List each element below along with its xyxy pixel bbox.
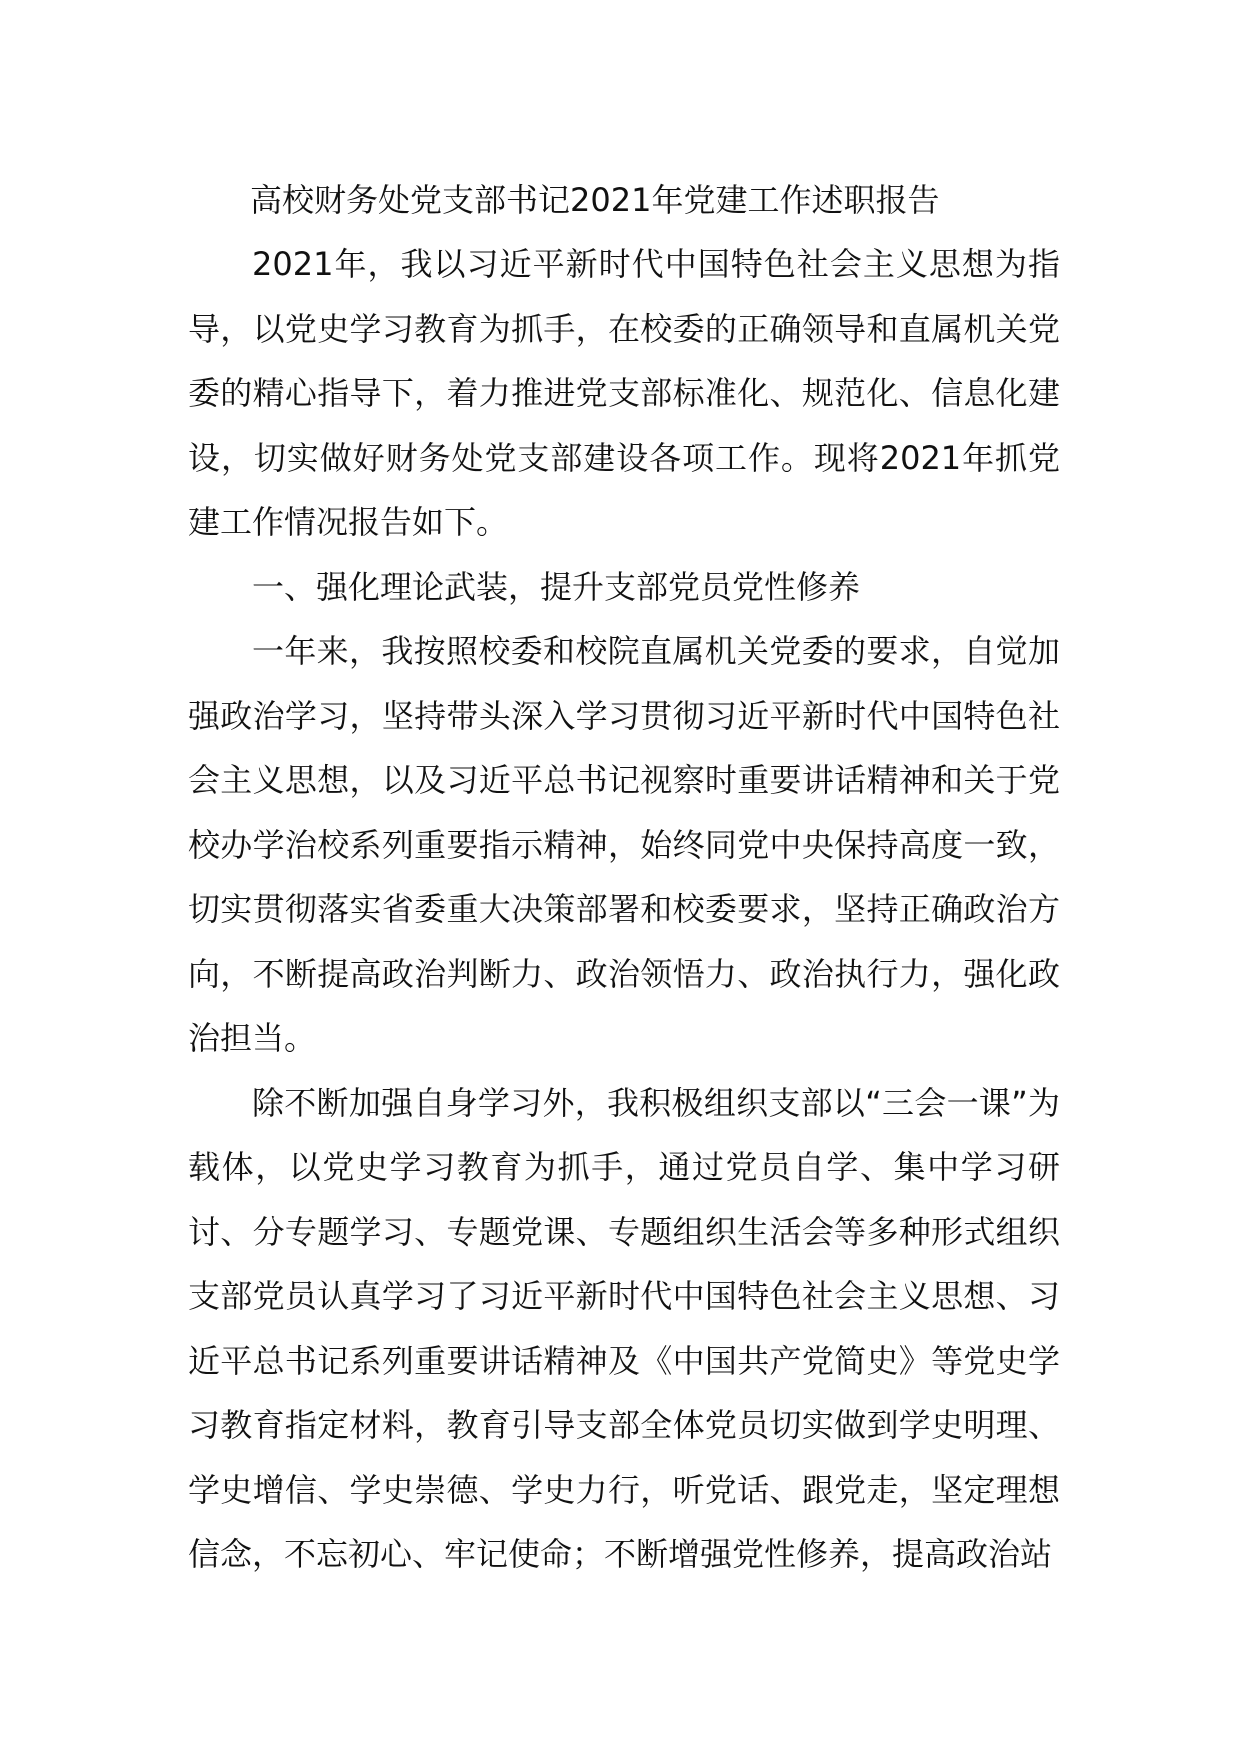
document-title: 高校财务处党支部书记2021年党建工作述职报告 [250, 181, 940, 219]
section-heading-1: 一、强化理论武装，提升支部党员党性修养 [252, 567, 861, 606]
intro-paragraph: 2021年，我以习近平新时代中国特色社会主义思想为指导，以党史学习教育为抓手，在校委的正确领导和直属机关党委的精心指导下，着力推进党支部标准化、规范化、信息化建设，切实做好财务处党支部建设各项工作。现将2021年抓党建工作情况报告如下。 [188, 245, 1060, 541]
body-paragraph-1: 一年来，我按照校委和校院直属机关党委的要求，自觉加强政治学习，坚持带头深入学习贯彻习近平新时代中国特色社会主义思想，以及习近平总书记视察时重要讲话精神和关于党校办学治校系列重要指示精神，始终同党中央保持高度一致，切实贯彻落实省委重大决策部署和校委要求，坚持正确政治方向，不断提高政治判断力、政治领悟力、政治执行力，强化政治担当。 [188, 632, 1060, 1057]
body-paragraph-2: 除不断加强自身学习外，我积极组织支部以“三会一课”为载体，以党史学习教育为抓手，通过党员自学、集中学习研讨、分专题学习、专题党课、专题组织生活会等多种形式组织支部党员认真学习了习近平新时代中国特色社会主义思想、习近平总书记系列重要讲话精神及《中国共产党简史》等党史学习教育指定材料，教育引导支部全体党员切实做到学史明理、学史增信、学史崇德、学史力行，听党话、跟党走，坚定理想信念，不忘初心、牢记使命；不断增强党性修养，提高政治站 [188, 1083, 1060, 1573]
document-body [188, 168, 1060, 1587]
